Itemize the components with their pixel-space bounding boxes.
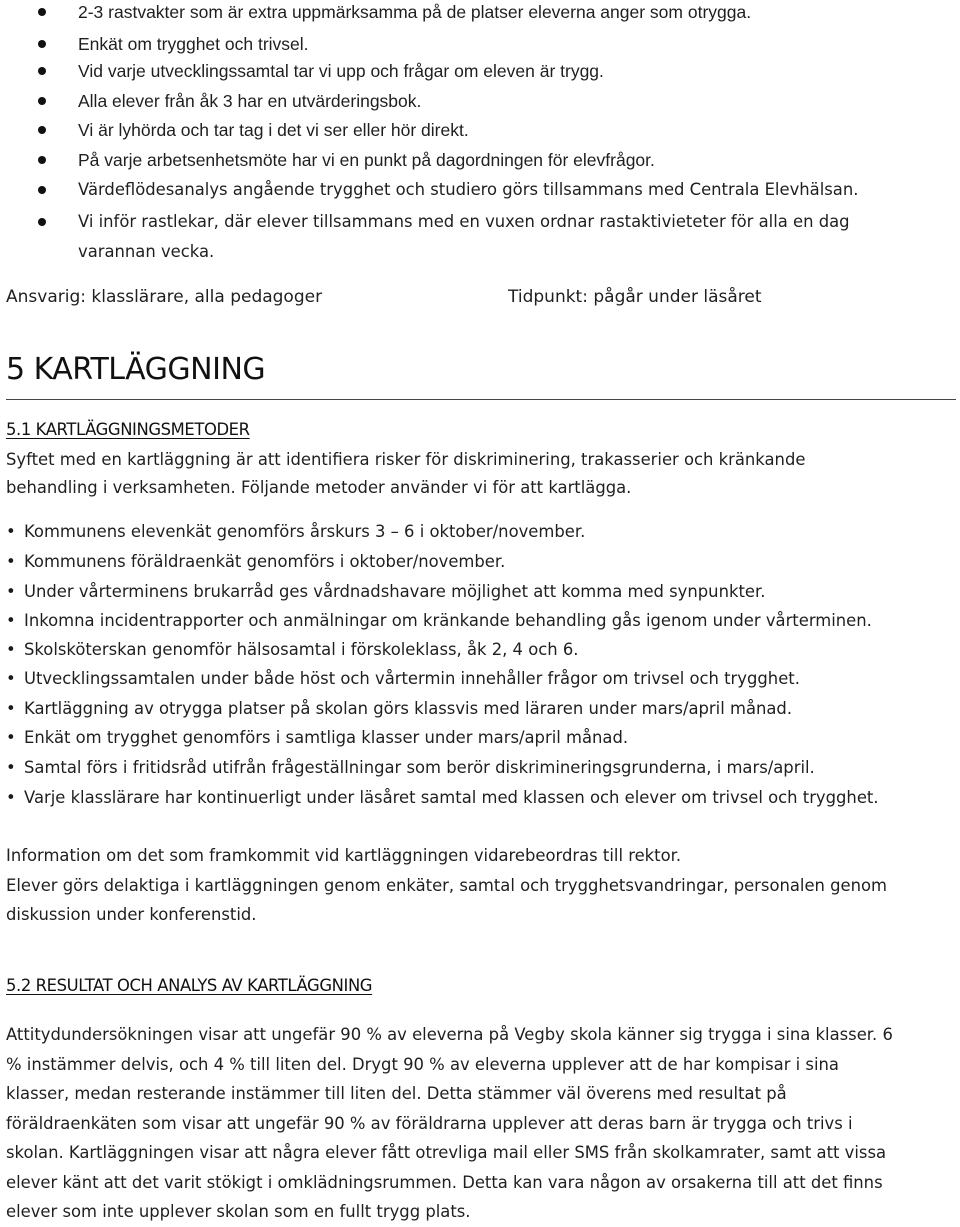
bullet-dot (38, 67, 46, 75)
bullet-dot (38, 218, 46, 226)
bullet-dot (38, 156, 46, 164)
responsible-label: Ansvarig: klasslärare, alla pedagoger (6, 287, 323, 307)
subsection-heading-methods: 5.1 KARTLÄGGNINGSMETODER (6, 420, 250, 439)
section-heading: 5 KARTLÄGGNING (6, 352, 266, 387)
heading-rule (6, 399, 956, 400)
intro-paragraph: Syftet med en kartläggning är att identifiera risker för diskriminering, trakasserier och kränkande behandling i verksamheten. Följande metoder använder vi för att kartlägga. (6, 450, 806, 497)
subsection-heading-results: 5.2 RESULTAT OCH ANALYS AV KARTLÄGGNING (6, 976, 373, 995)
bullet-dot (38, 126, 46, 134)
results-paragraph: Attitydundersökningen visar att ungefär 90 % av eleverna på Vegby skola känner sig trygga i sina klasser. 6 % instämmer delvis, och 4 % till liten del. Drygt 90 % av eleverna upplever att de har kompisar i sina klasser, medan resterande instämmer till liten del. Detta stämmer väl överens med resultat på föräldraenkäten som visar att ungefär 90 % av föräldrarna upplever att deras barn är trygga och trivs i skolan. Kartläggningen visar att några elever fått otrevliga mail eller SMS från skolkamrater, samt att vissa elever känt att det varit stökigt i omklädningsrummen. Detta kan vara någon av orsakerna till att det finns elever som inte upplever skolan som en fullt trygg plats. (6, 1025, 893, 1221)
involvement-paragraph: Elever görs delaktiga i kartläggningen genom enkäter, samtal och trygghetsvandringar, personalen genom diskussion under konferenstid. (6, 876, 888, 924)
bullet-dot (38, 40, 46, 48)
bullet-dot (38, 8, 46, 16)
bullet-dot (38, 97, 46, 105)
info-paragraph: Information om det som framkommit vid kartläggningen vidarebeordras till rektor. (6, 846, 682, 865)
timing-label: Tidpunkt: pågår under läsåret (508, 287, 762, 307)
bullet-dot (38, 186, 46, 194)
